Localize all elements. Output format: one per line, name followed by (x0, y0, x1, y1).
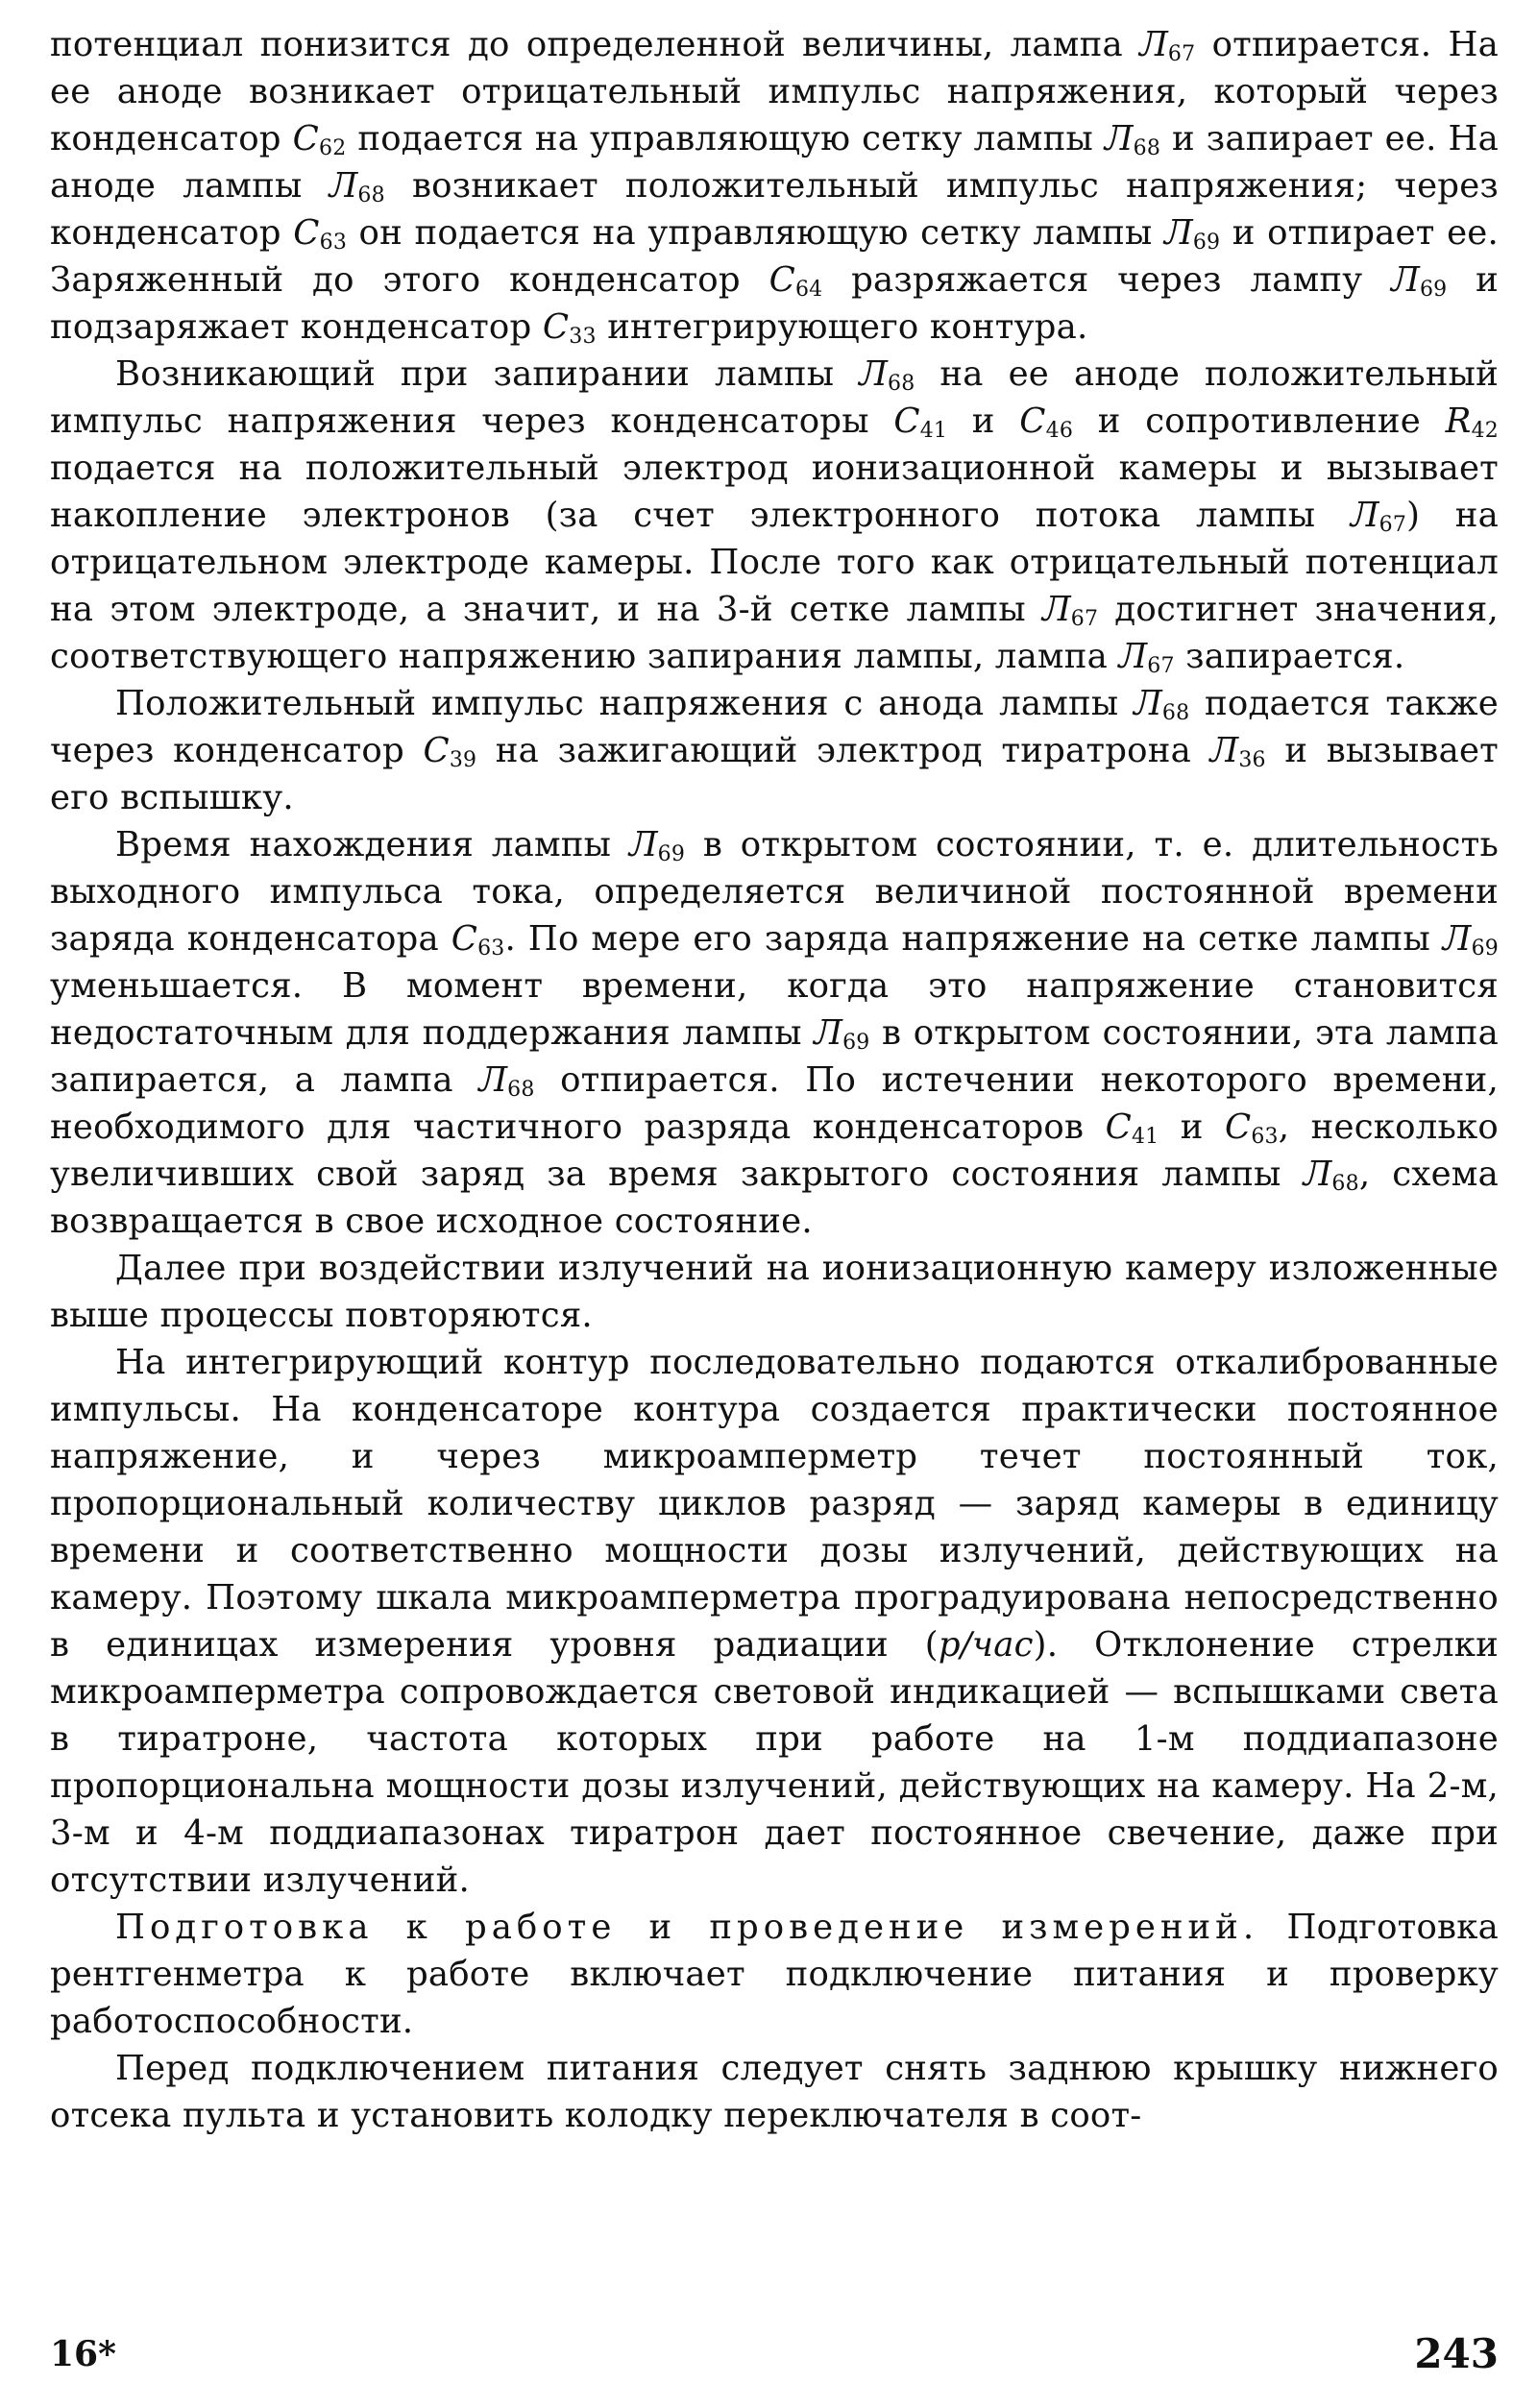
text-run: С (293, 213, 320, 253)
text-run: в открытом состоянии, эта лампа запирается, а лампа (50, 1013, 1500, 1100)
text-run: Далее при воздействии излучений на ионизационную камеру изложенные выше процессы повторяются. (50, 1249, 1499, 1335)
text-run: и (1159, 1107, 1225, 1147)
text-run: С (423, 731, 450, 770)
text-run: возникает положительный импульс напряжения; через конденсатор (50, 166, 1499, 253)
text-run: и подзаряжает конденсатор (50, 260, 1499, 347)
text-run: Л (628, 825, 658, 864)
text-run: С (1019, 401, 1046, 441)
text-run: подается также через конденсатор (50, 684, 1499, 770)
text-run: разряжается через лампу (822, 260, 1392, 300)
text-run: С (292, 119, 320, 158)
text-run: и вызывает его вспышку. (50, 731, 1499, 817)
subscript: 68 (1331, 1172, 1359, 1196)
paragraph (50, 1245, 1499, 1339)
subscript: 69 (657, 842, 686, 866)
text-run: С (1105, 1107, 1132, 1147)
paragraph (50, 1339, 1499, 1904)
subscript: 67 (1167, 42, 1196, 66)
subscript: 67 (1070, 607, 1099, 631)
text-run: С (451, 919, 478, 959)
paragraph (50, 2045, 1499, 2139)
body-text (50, 21, 1499, 2139)
text-run: ). Отклонение стрелки микроамперметра сопровождается световой индикацией — вспышками света в тиратроне, частота которых при работе на 1-м поддиапазоне пропорциональна мощности дозы излучений, действующих на камеру. На 2-м, 3-м и 4-м поддиапазонах тиратрон дает постоянное свечение, даже при отсутствии излучений. (50, 1625, 1499, 1900)
text-run: С (893, 401, 920, 441)
text-run: достигнет значения, соответствующего напряжению запирания лампы, лампа (50, 590, 1499, 676)
text-run: Л (1104, 119, 1134, 158)
subscript: 69 (1192, 231, 1221, 255)
paragraph (50, 1904, 1499, 2045)
text-run: Возникающий при запирании лампы (115, 354, 860, 394)
text-run: , несколько увеличивших свой заряд за время закрытого состояния лампы (50, 1107, 1499, 1194)
text-run: и сопротивление (1073, 401, 1446, 441)
subscript: 68 (507, 1078, 535, 1102)
subscript: 33 (569, 325, 597, 349)
page-number: 243 (1414, 2330, 1499, 2377)
text-run: на ее аноде положительный импульс напряжения через конденсаторы (50, 354, 1499, 441)
subscript: 68 (1133, 136, 1161, 160)
subscript: 63 (1251, 1125, 1279, 1149)
subscript: 68 (1161, 701, 1190, 725)
text-run: и запирает ее. На аноде лампы (50, 119, 1499, 206)
paragraph (50, 351, 1499, 680)
subscript: 67 (1378, 513, 1407, 537)
text-run: . По мере его заряда напряжение на сетке лампы (504, 919, 1443, 959)
text-run: Л (1209, 731, 1239, 770)
text-run: Л (1118, 637, 1148, 676)
subscript: 36 (1238, 748, 1266, 772)
text-run: Положительный импульс напряжения с анода лампы (115, 684, 1134, 723)
text-run: , схема возвращается в свое исходное состояние. (50, 1155, 1499, 1241)
text-run: Л (814, 1013, 843, 1053)
paragraph (50, 821, 1499, 1245)
text-run: и отпирает ее. Заряженный до этого конденсатор (50, 213, 1499, 300)
text-run: Перед подключением питания следует снять заднюю крышку нижнего отсека пульта и установить колодку переключателя в соот- (50, 2049, 1499, 2135)
section-heading: Подготовка к работе и проведение измерений. (115, 1908, 1259, 1947)
text-run: С (768, 260, 795, 300)
text-run: Л (329, 166, 358, 206)
subscript: 69 (1419, 278, 1448, 302)
text-run: Л (1442, 919, 1472, 959)
text-run: потенциал понизится до определенной величины, лампа (50, 25, 1140, 64)
subscript: 69 (1471, 936, 1500, 961)
text-run: подается на положительный электрод ионизационной камеры и вызывает накопление электронов (за счет электронного потока лампы (50, 449, 1499, 535)
text-run: Л (1139, 25, 1168, 64)
text-run: в открытом состоянии, т. е. длительность выходного импульса тока, определяется величиной постоянной времени заряда конденсатора (50, 825, 1499, 959)
subscript: 41 (919, 419, 948, 443)
paragraph (50, 21, 1499, 351)
text-run: Л (1134, 684, 1162, 723)
subscript: 63 (319, 231, 348, 255)
text-run: уменьшается. В момент времени, когда это напряжение становится недостаточным для поддержания лампы (50, 966, 1499, 1053)
subscript: 68 (888, 372, 915, 396)
text-run: Время нахождения лампы (115, 825, 629, 864)
text-run: Л (1350, 496, 1379, 535)
text-run: Л (859, 354, 889, 394)
subscript: 39 (449, 748, 477, 772)
text-run: С (542, 307, 570, 347)
signature-mark: 16* (50, 2334, 116, 2374)
subscript: 68 (357, 183, 385, 207)
text-run: р/час (938, 1625, 1034, 1665)
text-run: и (947, 401, 1020, 441)
text-run: R (1445, 401, 1472, 441)
text-run: Л (1391, 260, 1420, 300)
text-run: отпирается. На ее аноде возникает отрицательный импульс напряжения, который через конденсатор (50, 25, 1499, 158)
text-run: запирается. (1174, 637, 1405, 676)
text-run: Л (1041, 590, 1071, 629)
subscript: 69 (842, 1031, 870, 1055)
text-run: Подготовка рентгенметра к работе включает подключение питания и проверку работоспособности. (50, 1908, 1499, 2041)
text-run: на зажигающий электрод тиратрона (476, 731, 1210, 770)
text-run: С (1224, 1107, 1252, 1147)
subscript: 41 (1131, 1125, 1159, 1149)
text-run: Л (1303, 1155, 1332, 1194)
subscript: 64 (794, 278, 823, 302)
text-run: отпирается. По истечении некоторого времени, необходимого для частичного разряда конденсаторов (50, 1060, 1499, 1147)
text-run: Л (1163, 213, 1193, 253)
text-run: подается на управляющую сетку лампы (346, 119, 1105, 158)
subscript: 63 (477, 936, 505, 961)
text-run: На интегрирующий контур последовательно подаются откалиброванные импульсы. На конденсаторе контура создается практически постоянное напряжение, и через микроамперметр течет постоянный ток, пропорциональный количеству циклов разряд — заряд камеры в единицу времени и соответственно мощности дозы излучений, действующих на камеру. Поэтому шкала микроамперметра проградуирована непосредственно в единицах измерения уровня радиации ( (50, 1343, 1499, 1665)
text-run: интегрирующего контура. (596, 307, 1088, 347)
text-run: Л (478, 1060, 508, 1100)
text-run: ) на отрицательном электроде камеры. После того как отрицательный потенциал на этом электроде, а значит, и на 3-й сетке лампы (50, 496, 1499, 629)
paragraph (50, 680, 1499, 821)
subscript: 42 (1471, 419, 1499, 443)
subscript: 46 (1045, 419, 1074, 443)
subscript: 62 (319, 136, 347, 160)
subscript: 67 (1147, 654, 1175, 678)
text-run: он подается на управляющую сетку лампы (347, 213, 1164, 253)
